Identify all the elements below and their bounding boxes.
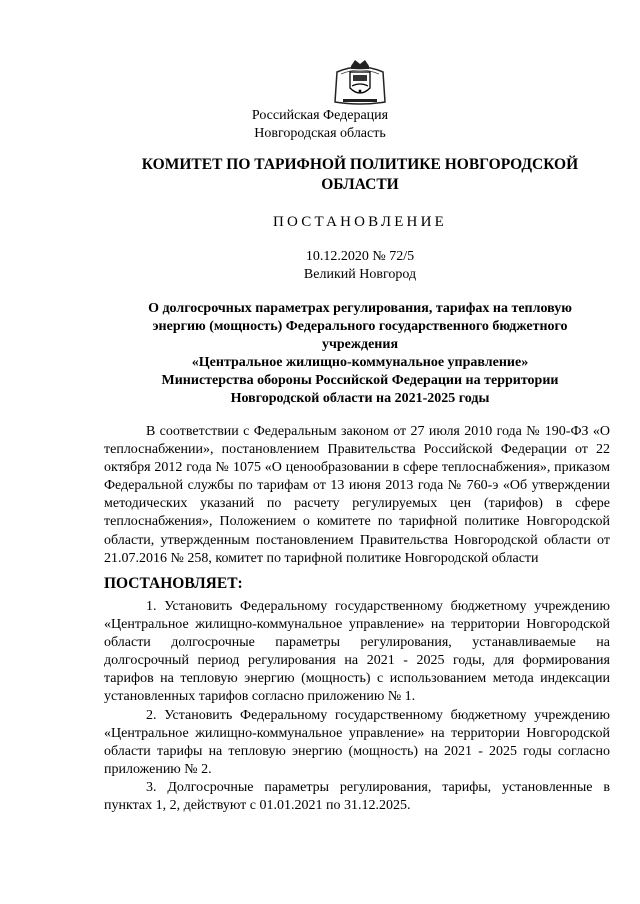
committee-name (130, 155, 590, 195)
title-line: О долгосрочных параметрах регулирования, тарифах на тепловую (148, 301, 572, 316)
title-line: Новгородской области на 2021-2025 годы (230, 391, 490, 406)
decision-item-3: 3. Долгосрочные параметры регулирования, тарифы, установленные в пунктах 1, 2, действуют с 01.01.2021 по 31.12.2025. (104, 779, 610, 814)
title-line: энергию (мощность) Федерального государственного бюджетного (152, 319, 568, 334)
committee-name-line2: ОБЛАСТИ (321, 176, 399, 193)
region-name: Новгородская область (254, 126, 386, 141)
document-title (100, 300, 620, 408)
city-name: Великий Новгород (303, 267, 417, 282)
novgorod-coat-of-arms-icon (331, 58, 389, 106)
decision-heading: ПОСТАНОВЛЯЕТ: (104, 575, 243, 592)
country-name: Российская Федерация (251, 108, 389, 123)
decision-item-1: 1. Установить Федеральному государственному бюджетному учреждению «Центральное жилищно-коммунальное управление» на территории Новгородской области долгосрочные параметры регулирования, устанавливаемые на долгосрочный период регулирования на 2021 - 2025 годы, для формирования тарифов на тепловую энергию (мощность) с использованием метода индексации установленных тарифов согласно приложению № 1. (104, 599, 610, 705)
title-line: учреждения (321, 337, 399, 352)
date-number: 10.12.2020 № 72/5 (305, 249, 415, 264)
title-line: «Центральное жилищно-коммунальное управление» (191, 355, 529, 370)
decision-item-2: 2. Установить Федеральному государственному бюджетному учреждению «Центральное жилищно-коммунальное управление» на территории Новгородской области тарифы на тепловую энергию (мощность) на 2021 - 2025 годы согласно приложению № 2. (104, 707, 610, 777)
committee-name-line1: КОМИТЕТ ПО ТАРИФНОЙ ПОЛИТИКЕ НОВГОРОДСКОЙ (141, 156, 579, 173)
title-line: Министерства обороны Российской Федерации на территории (161, 373, 559, 388)
document-type: ПОСТАНОВЛЕНИЕ (273, 214, 447, 230)
preamble-paragraph: В соответствии с Федеральным законом от 27 июля 2010 года № 190-ФЗ «О теплоснабжении», постановлением Правительства Российской Федерации от 22 октября 2012 года № 1075 «О ценообразовании в сфере теплоснабжения», приказом Федеральной службы по тарифам от 13 июня 2013 года № 760-э «Об утверждении методических указаний по расчету регулируемых цен (тарифов) в сфере теплоснабжения», Положением о комитете по тарифной политике Новгородской области, утвержденным постановлением Правительства Новгородской области от 21.07.2016 № 258, комитет по тарифной политике Новгородской области (104, 424, 610, 566)
decision-items (104, 598, 610, 815)
